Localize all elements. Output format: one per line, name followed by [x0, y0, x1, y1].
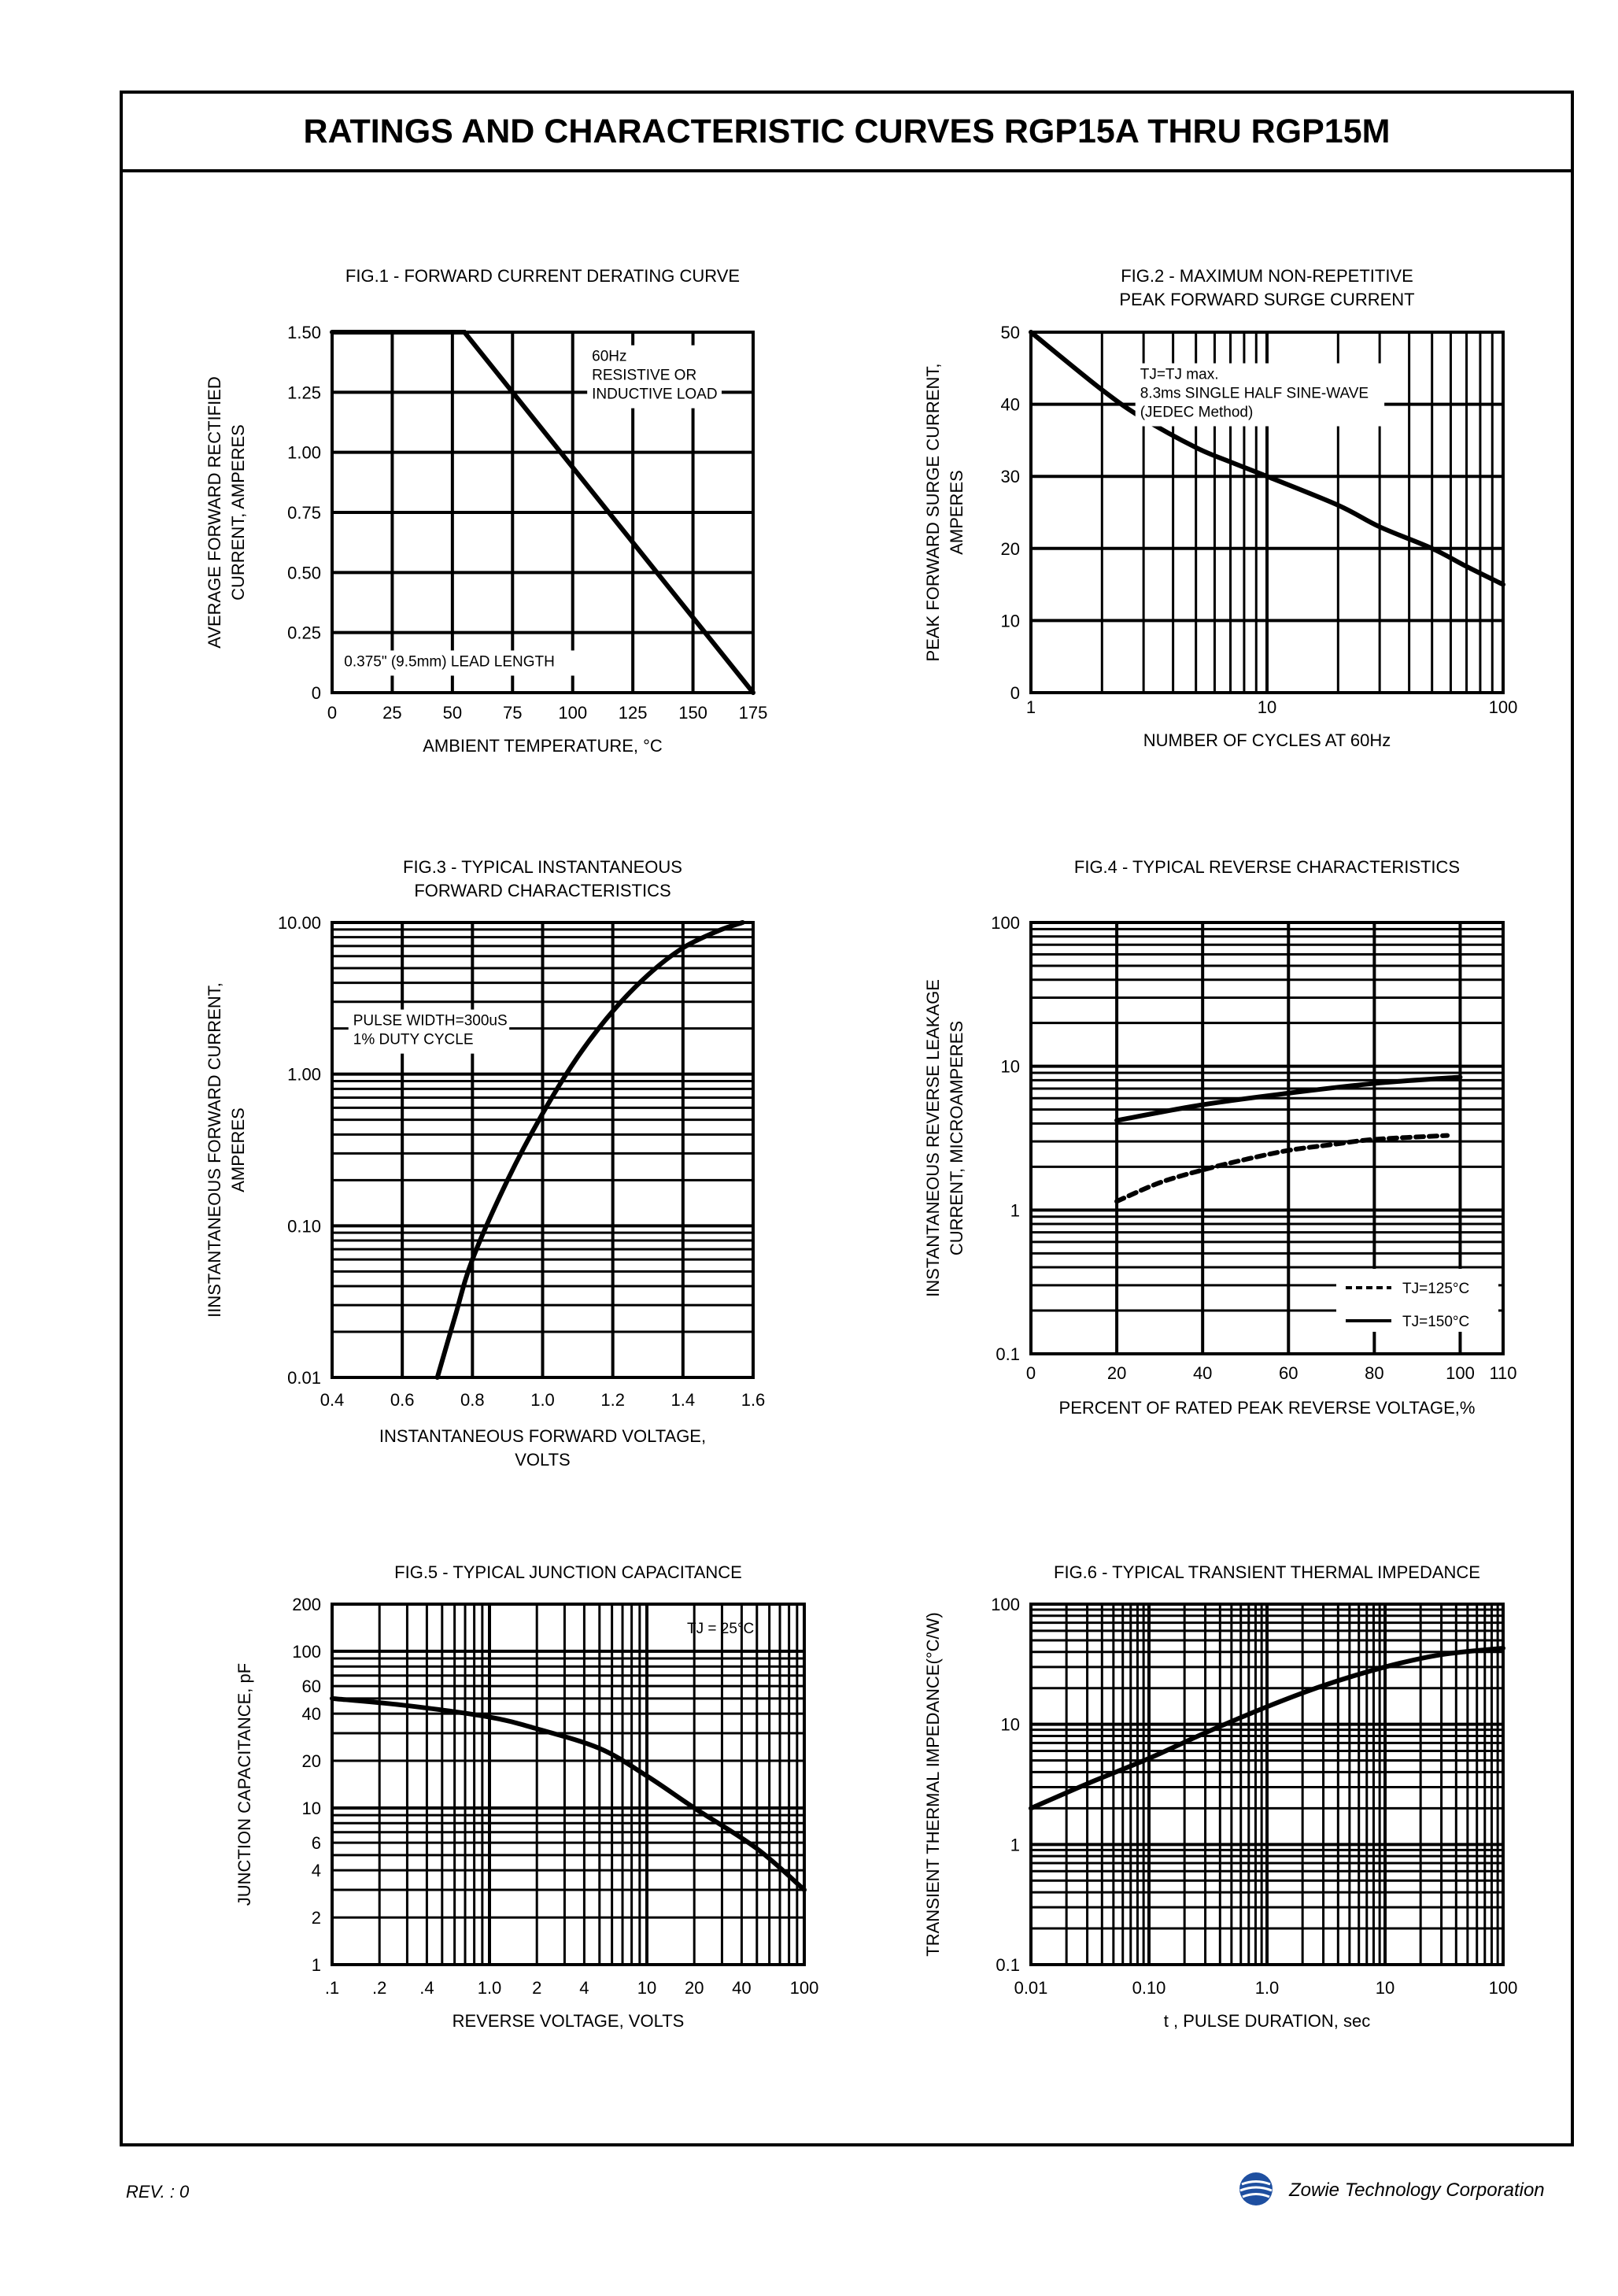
y-axis-label: AMPERES	[947, 470, 966, 555]
y-axis-label: CURRENT, MICROAMPERES	[947, 1020, 966, 1256]
x-tick-label: .1	[324, 1978, 340, 1998]
legend-label: TJ=150°C	[1402, 1314, 1470, 1330]
y-tick-label: 0.01	[287, 1368, 321, 1388]
y-tick-label: 1.50	[287, 323, 321, 342]
revision-label: REV. : 0	[126, 2182, 190, 2202]
x-tick-label: 100	[1488, 1978, 1518, 1998]
annotation	[687, 1621, 754, 1637]
x-tick-label: .2	[372, 1978, 387, 1998]
x-tick-label: 175	[738, 703, 768, 723]
chart-fig6	[923, 1562, 1517, 2031]
x-tick-label: 0.01	[1014, 1978, 1048, 1998]
x-axis-label: REVERSE VOLTAGE, VOLTS	[452, 2011, 685, 2031]
y-tick-label: 1.00	[287, 1064, 321, 1085]
series-curve-1	[438, 922, 743, 1377]
y-axis-label: AMPERES	[228, 1107, 248, 1192]
chart-fig2	[923, 266, 1517, 750]
y-tick-label: 6	[311, 1833, 321, 1854]
x-tick-label: 40	[1192, 1363, 1213, 1383]
y-tick-label: 40	[1000, 394, 1020, 415]
y-tick-label: 10	[1000, 611, 1020, 631]
chart-title: FIG.3 - TYPICAL INSTANTANEOUS	[403, 857, 682, 877]
x-tick-label: 1.2	[600, 1390, 625, 1410]
x-tick-label: 0	[1025, 1363, 1036, 1383]
legend-label: TJ=125°C	[1402, 1281, 1470, 1297]
x-tick-label: 150	[678, 703, 707, 723]
y-axis-label: PEAK FORWARD SURGE CURRENT,	[923, 363, 943, 662]
x-tick-label: 100	[1446, 1363, 1475, 1383]
y-tick-label: 0.1	[996, 1344, 1020, 1364]
y-tick-label: 100	[991, 913, 1020, 933]
chart-fig1	[205, 266, 767, 756]
chart-fig5	[235, 1562, 818, 2031]
x-tick-label: 75	[503, 703, 523, 723]
annotation-text: TJ=TJ max.	[1140, 366, 1219, 383]
chart-fig4	[923, 857, 1517, 1418]
chart-title: FIG.4 - TYPICAL REVERSE CHARACTERISTICS	[1073, 857, 1461, 877]
chart-title: FORWARD CHARACTERISTICS	[414, 881, 671, 900]
grid	[332, 922, 753, 1377]
y-tick-label: 50	[1000, 323, 1020, 342]
x-tick-label: 0.6	[390, 1390, 415, 1410]
x-tick-label: 1.4	[670, 1390, 696, 1410]
chart-title: FIG.2 - MAXIMUM NON-REPETITIVE	[1121, 266, 1413, 286]
y-tick-label: 1.00	[287, 442, 321, 463]
y-tick-label: 1.25	[287, 383, 321, 403]
annotation	[339, 650, 579, 675]
y-tick-label: 20	[301, 1751, 321, 1772]
y-tick-label: 0.25	[287, 623, 321, 643]
y-axis-label: INSTANTANEOUS REVERSE LEAKAGE	[923, 979, 943, 1297]
annotation-text: 1% DUTY CYCLE	[353, 1031, 474, 1048]
y-tick-label: 30	[1000, 467, 1020, 487]
x-tick-label: 1	[1025, 697, 1036, 717]
x-tick-label: 40	[732, 1978, 752, 1998]
y-tick-label: 60	[301, 1677, 321, 1697]
annotation-text: RESISTIVE OR	[592, 367, 697, 384]
x-tick-label: 125	[618, 703, 648, 723]
y-axis-label: AVERAGE FORWARD RECTIFIED	[205, 376, 224, 649]
x-axis-label: AMBIENT TEMPERATURE, °C	[423, 736, 663, 756]
chart-title: FIG.1 - FORWARD CURRENT DERATING CURVE	[345, 266, 741, 286]
x-tick-label: 0.8	[460, 1390, 485, 1410]
x-tick-label: 1.6	[741, 1390, 766, 1410]
x-tick-label: 10	[1257, 697, 1277, 717]
x-axis-label: INSTANTANEOUS FORWARD VOLTAGE,	[379, 1426, 707, 1446]
legend	[1336, 1269, 1498, 1332]
y-tick-label: 100	[292, 1641, 321, 1662]
x-tick-label: 2	[532, 1978, 542, 1998]
annotation	[587, 346, 722, 409]
x-tick-label: 10	[1375, 1978, 1395, 1998]
annotation	[1136, 364, 1384, 427]
chart-title: FIG.6 - TYPICAL TRANSIENT THERMAL IMPEDANCE	[1054, 1562, 1480, 1582]
y-tick-label: 20	[1000, 538, 1020, 559]
y-tick-label: 10.00	[277, 913, 321, 933]
y-axis-label: TRANSIENT THERMAL IMPEDANCE(°C/W)	[923, 1612, 943, 1957]
annotation-text: TJ = 25°C	[687, 1621, 755, 1638]
zowie-logo-icon	[1238, 2171, 1274, 2207]
annotation-text: 0.375" (9.5mm) LEAD LENGTH	[344, 653, 555, 671]
x-tick-label: .4	[419, 1978, 434, 1998]
y-tick-label: 4	[311, 1861, 321, 1881]
annotation-text: 60Hz	[592, 348, 627, 365]
y-tick-label: 0	[311, 683, 321, 703]
grid	[332, 1604, 804, 1965]
x-tick-label: 100	[789, 1978, 819, 1998]
x-tick-label: 1.0	[530, 1390, 555, 1410]
y-tick-label: 0	[1010, 683, 1020, 703]
y-axis-label: IINSTANTANEOUS FORWARD CURRENT,	[205, 982, 224, 1318]
series-curve-2	[1117, 1136, 1447, 1202]
annotation-text: PULSE WIDTH=300uS	[353, 1012, 508, 1030]
y-tick-label: 1	[1010, 1835, 1020, 1855]
x-tick-label: 60	[1279, 1363, 1298, 1383]
y-axis-label: CURRENT, AMPERES	[228, 424, 248, 601]
y-tick-label: 0.1	[996, 1955, 1020, 1975]
y-tick-label: 40	[301, 1704, 321, 1725]
y-tick-label: 10	[1000, 1714, 1020, 1735]
x-axis-label: NUMBER OF CYCLES AT 60Hz	[1143, 730, 1391, 750]
x-tick-label: 100	[1488, 697, 1518, 717]
y-tick-label: 200	[292, 1595, 321, 1614]
x-tick-label: 80	[1365, 1363, 1384, 1383]
y-tick-label: 1	[1010, 1200, 1020, 1221]
x-tick-label: 10	[637, 1978, 657, 1998]
y-axis-label: JUNCTION CAPACITANCE, pF	[235, 1662, 254, 1906]
annotation	[349, 1010, 509, 1054]
annotation-text: INDUCTIVE LOAD	[592, 386, 718, 403]
chart-title: PEAK FORWARD SURGE CURRENT	[1119, 290, 1415, 309]
y-tick-label: 100	[991, 1595, 1020, 1614]
x-tick-label: 4	[579, 1978, 589, 1998]
y-tick-label: 0.50	[287, 563, 321, 583]
series-curve-1	[332, 1699, 804, 1890]
x-tick-label: 0.10	[1132, 1978, 1166, 1998]
x-tick-label: 110	[1489, 1363, 1517, 1383]
x-tick-label: 20	[684, 1978, 704, 1998]
annotation-text: 8.3ms SINGLE HALF SINE-WAVE	[1140, 385, 1369, 402]
x-tick-label: 0.4	[320, 1390, 345, 1410]
company-name: Zowie Technology Corporation	[1289, 2180, 1545, 2201]
page-title: RATINGS AND CHARACTERISTIC CURVES RGP15A THRU RGP15M	[303, 112, 1391, 150]
chart-fig3	[205, 857, 765, 1470]
annotation-text: (JEDEC Method)	[1140, 404, 1254, 421]
x-tick-label: 1.0	[477, 1978, 502, 1998]
x-tick-label: 50	[442, 703, 463, 723]
y-tick-label: 2	[311, 1908, 321, 1928]
chart-title: FIG.5 - TYPICAL JUNCTION CAPACITANCE	[394, 1562, 742, 1582]
x-tick-label: 20	[1106, 1363, 1127, 1383]
y-tick-label: 0.10	[287, 1216, 321, 1237]
x-axis-label: t , PULSE DURATION, sec	[1163, 2011, 1371, 2031]
y-tick-label: 0.75	[287, 503, 321, 523]
x-tick-label: 1.0	[1254, 1978, 1280, 1998]
y-tick-label: 10	[1000, 1056, 1020, 1077]
x-axis-label: PERCENT OF RATED PEAK REVERSE VOLTAGE,%	[1058, 1398, 1476, 1418]
y-tick-label: 10	[301, 1798, 321, 1818]
x-tick-label: 100	[558, 703, 588, 723]
x-tick-label: 0	[327, 703, 338, 723]
x-tick-label: 25	[382, 703, 402, 723]
x-axis-label: VOLTS	[515, 1450, 571, 1470]
y-tick-label: 1	[311, 1955, 321, 1975]
